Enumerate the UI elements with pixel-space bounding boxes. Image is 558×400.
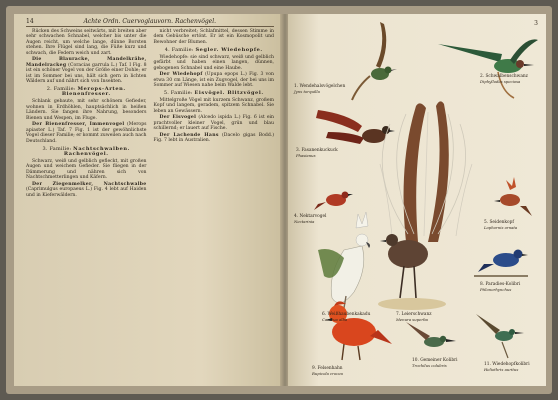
- bird-entry: Der Eisvogel (Alcedo ispida L.) Fig. 6 ist ein prachtvoller kleiner Vogel, grün und blau schillernd; er lauert auf Fische.: [153, 115, 274, 132]
- bird-entry: Die Blauracke, Mandelkrähe, Mandelrackeg (Coracias garrula L.) Taf. I Fig. 8 ist ein schöner Vogel von der Größe einer Dohle; er ist im Sommer bei uns, hält sich gern in lichten Wäldern auf und nährt sich von Insekten.: [26, 57, 147, 85]
- body-paragraph: Mittelgroße Vögel mit kurzem Schwanz, großem Kopf und langem, geradem, spitzem Schnabel. Sie leben an Gewässern.: [153, 97, 274, 114]
- text-column-right: [154, 29, 275, 199]
- body-paragraph: Schwarz, weiß und gelblich gefleckt, mit großen Augen und weichem Gefieder. Sie fliegen in der Dämmerung und nähren sich von Nachtschmetterlingen und Käfern.: [26, 158, 147, 181]
- text-column-left: [26, 29, 147, 199]
- body-paragraph: Wiedehopfe: sie sind schwarz, weiß und gelblich gefärbt und haben einen langen, dünnen, gebogenen Schnabel und eine Haube.: [153, 54, 274, 71]
- caption-9: 9. Felsenhahn Rupicola crocea: [312, 366, 343, 376]
- family-heading: 5. Familie: Eisvögel. Blitzvögel.: [163, 90, 264, 97]
- left-page-header: [26, 18, 274, 27]
- left-page-number: 14: [26, 18, 34, 25]
- caption-7: 7. Leierschwanz Menura superba: [396, 312, 432, 322]
- right-page-plate: [288, 14, 546, 386]
- bird-entry: Der Bienenfresser, Immenvogel (Merops apiaster L.) Taf. 7 Fig. 1 ist der gewöhnlichste Vogel dieser Familie; er kommt zuweilen auch nach Deutschland.: [26, 122, 147, 144]
- right-page-number: 3: [534, 20, 538, 27]
- bird-illustration-3: [316, 110, 395, 144]
- bird-plate-illustration: [288, 14, 546, 386]
- bird-illustration-5: [494, 177, 532, 216]
- bird-entry: Der Ziegenmelker, Nachtschwalbe (Caprimulgus europaeus L.) Fig. 4 lebt auf Haiden und in Kieferwäldern.: [26, 181, 147, 198]
- caption-11: 11. Wiedehopfkolibri Heliothrix auritus: [484, 362, 530, 372]
- caption-6: 6. Weißhaubenkakadu Cacatua alba: [322, 312, 371, 322]
- bird-illustration-1: [352, 22, 397, 100]
- caption-3: 3. Fasanenkuckuck Phasianus: [296, 148, 338, 158]
- left-page: [14, 14, 282, 386]
- body-paragraph: Rücken des Schweins seitwärts, mit breiten aber sehr schwachen Schnabel, welcher bis unter die Augen reicht, um welche lange, dünne Borsten stehen. Ihre Flügel sind lang, die Füße kurz und schwach, die Federn weich und zart.: [26, 29, 147, 56]
- family-heading: 2. Familie: Merops-Arten. Bienenfresser.: [46, 86, 126, 98]
- bird-entry: Der Wiedehopf (Upupa epops L.) Fig. 3 von etwa 30 cm Länge, ist ein Zugvogel, der bei uns im Sommer auf Wiesen nahe beim Walde lebt.: [153, 72, 274, 89]
- open-book: [6, 6, 552, 394]
- bird-illustration-2: [438, 39, 538, 98]
- running-head: Achte Ordn. Cuervoglauvorn. Rachenvögel.: [83, 18, 217, 25]
- caption-10: 10. Gemeiner Kolibri Trochilus colubris: [412, 358, 458, 368]
- body-paragraph: nicht verbreitet; Schlafmittel, dessen Stimme in dem Gebüsche ertönt. Er ist ein Kosmopolit und Bewohner der Blumen.: [153, 29, 274, 45]
- bird-illustration-4: [314, 192, 353, 211]
- caption-8: 8. Paradies-Kolibri Ptilonorhynchus: [480, 282, 521, 292]
- bird-illustration-8: [474, 250, 528, 277]
- bird-illustration-7: [378, 101, 472, 310]
- bird-illustration-11: [476, 314, 524, 358]
- family-heading: 3. Familie: Nachtschwalben. Rachenvögel.: [42, 145, 130, 158]
- bird-entry: Der Lachende Hans (Dacelo gigas Bodd.) Fig. 7 lebt in Australien.: [153, 132, 275, 144]
- caption-5: 5. Seidenkopf Lophornis ornata: [484, 220, 518, 230]
- caption-2: 2. Schwalbenschwanz Diphyllodes speciosa: [480, 74, 528, 84]
- bird-illustration-9: [326, 301, 392, 360]
- text-columns: [26, 29, 274, 199]
- caption-1: 1. Wendehalsvögelchen Jynx torquilla: [294, 84, 346, 94]
- bird-illustration-10: [406, 322, 456, 347]
- family-heading: 4. Familie: Segler. Wiedehopfe.: [164, 46, 263, 53]
- body-paragraph: Schlank gebaute, mit sehr schönem Gefieder, wohnen in Erdhöhlen, hauptsächlich in heißen Ländern. Sie fangen ihre Nahrung, besonders Bienen und Wespen, im Fluge.: [26, 99, 147, 121]
- caption-4: 4. Nektarvogel Nectarinia: [294, 214, 327, 224]
